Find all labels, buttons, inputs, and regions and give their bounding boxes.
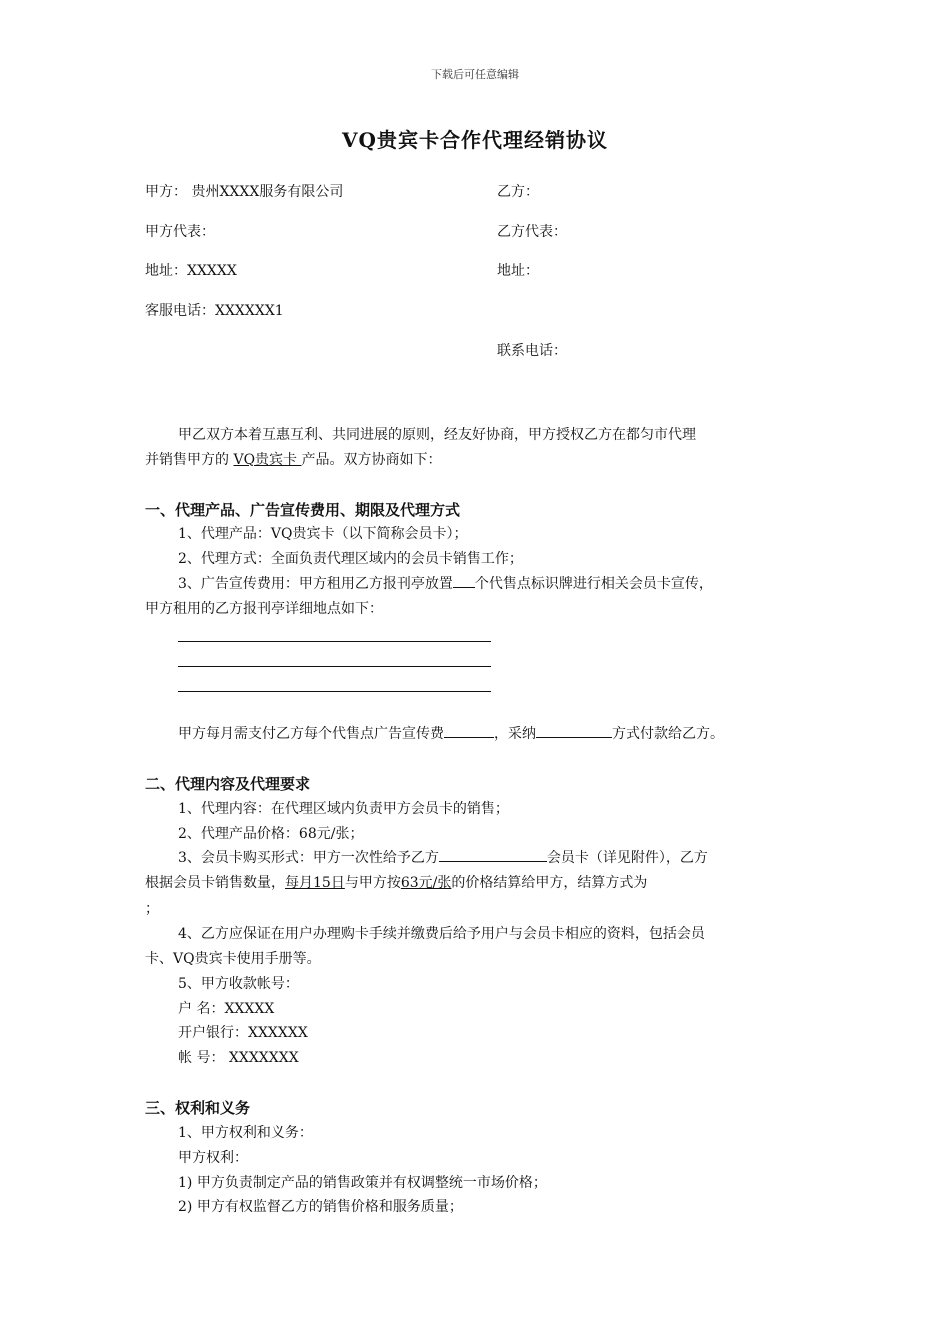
section2-item3: [178, 846, 708, 870]
address-blank-line-2: [178, 666, 491, 667]
section1-item3-text-b: 个代售点标识牌进行相关会员卡宣传，: [474, 576, 713, 592]
settle-text-a: 根据会员卡销售数量，: [145, 875, 285, 891]
fee-text-b: ，采纳: [494, 726, 536, 742]
settle-price: 63元/张: [400, 875, 452, 891]
party-b-name: 乙方：: [497, 184, 539, 200]
page-header-note: 下载后可任意编辑: [431, 68, 519, 81]
settle-text-b: 与甲方按: [344, 875, 401, 891]
party-a-phone: 客服电话：XXXXXX1: [145, 303, 284, 319]
section2-item5: 5、甲方收款帐号：: [178, 976, 299, 992]
blank-card-quantity: [439, 846, 547, 862]
section3-right-2: 2) 甲方有权监督乙方的销售价格和服务质量；: [178, 1199, 463, 1215]
address-blank-line-1: [178, 641, 491, 642]
party-a-rep: 甲方代表：: [145, 224, 215, 240]
section1-item1: 1、代理产品：VQ贵宾卡（以下简称会员卡）；: [178, 526, 468, 542]
intro-line-2: [145, 448, 442, 472]
blank-payment-method: [536, 722, 612, 738]
fee-text-a: 甲方每月需支付乙方每个代售点广告宣传费: [178, 726, 444, 742]
section2-item3-end: ；: [145, 901, 159, 917]
document-title: VQ贵宾卡合作代理经销协议: [342, 128, 608, 152]
section2-heading: 二、代理内容及代理要求: [145, 775, 311, 793]
section1-heading: 一、代理产品、广告宣传费用、期限及代理方式: [145, 501, 461, 519]
blank-fee-amount: [444, 722, 494, 738]
section3-rights-label: 甲方权利：: [178, 1150, 248, 1166]
intro-line-1: 甲乙双方本着互惠互利、共同进展的原则，经友好协商，甲方授权乙方在都匀市代理: [178, 427, 696, 443]
fee-text-c: 方式付款给乙方。: [612, 726, 724, 742]
party-a-name: 甲方： 贵州XXXX服务有限公司: [145, 184, 344, 200]
party-b-phone: 联系电话：: [497, 343, 567, 359]
party-a-address: 地址：XXXXX: [145, 263, 237, 279]
section3-item1: 1、甲方权利和义务：: [178, 1125, 313, 1141]
intro-text-c: 产品。双方协商如下：: [301, 452, 442, 468]
party-b-rep: 乙方代表：: [497, 224, 567, 240]
account-name: 户 名：XXXXX: [178, 1001, 275, 1017]
section2-item4: 4、乙方应保证在用户办理购卡手续并缴费后给予用户与会员卡相应的资料，包括会员: [178, 926, 705, 942]
blank-count: [453, 572, 475, 588]
section2-item1: 1、代理内容：在代理区域内负责甲方会员卡的销售；: [178, 801, 509, 817]
section2-item3-text-b: 会员卡（详见附件），乙方: [546, 850, 708, 866]
party-b-address: 地址：: [497, 263, 539, 279]
section1-fee: [178, 722, 724, 746]
section2-item2: 2、代理产品价格：68元/张；: [178, 826, 364, 842]
section1-item3: [178, 572, 713, 596]
account-number: 帐 号： XXXXXXX: [178, 1050, 299, 1066]
section2-item3-text-a: 3、会员卡购买形式：甲方一次性给予乙方: [178, 850, 439, 866]
intro-text-a: 并销售甲方的: [145, 452, 234, 468]
section3-heading: 三、权利和义务: [145, 1099, 251, 1117]
section1-item2: 2、代理方式：全面负责代理区域内的会员卡销售工作；: [178, 551, 523, 567]
section2-item3-cont: [145, 871, 647, 895]
intro-product-name: VQ贵宾卡: [233, 452, 302, 468]
address-blank-line-3: [178, 691, 491, 692]
section1-item3-cont: 甲方租用的乙方报刊亭详细地点如下：: [145, 601, 383, 617]
account-bank: 开户银行：XXXXXX: [178, 1025, 308, 1041]
section2-item4-cont: 卡、VQ贵宾卡使用手册等。: [145, 951, 321, 967]
section3-right-1: 1) 甲方负责制定产品的销售政策并有权调整统一市场价格；: [178, 1175, 547, 1191]
section1-item3-text-a: 3、广告宣传费用：甲方租用乙方报刊亭放置: [178, 576, 453, 592]
settle-date: 每月15日: [285, 875, 345, 891]
settle-text-c: 的价格结算给甲方，结算方式为: [451, 875, 648, 891]
